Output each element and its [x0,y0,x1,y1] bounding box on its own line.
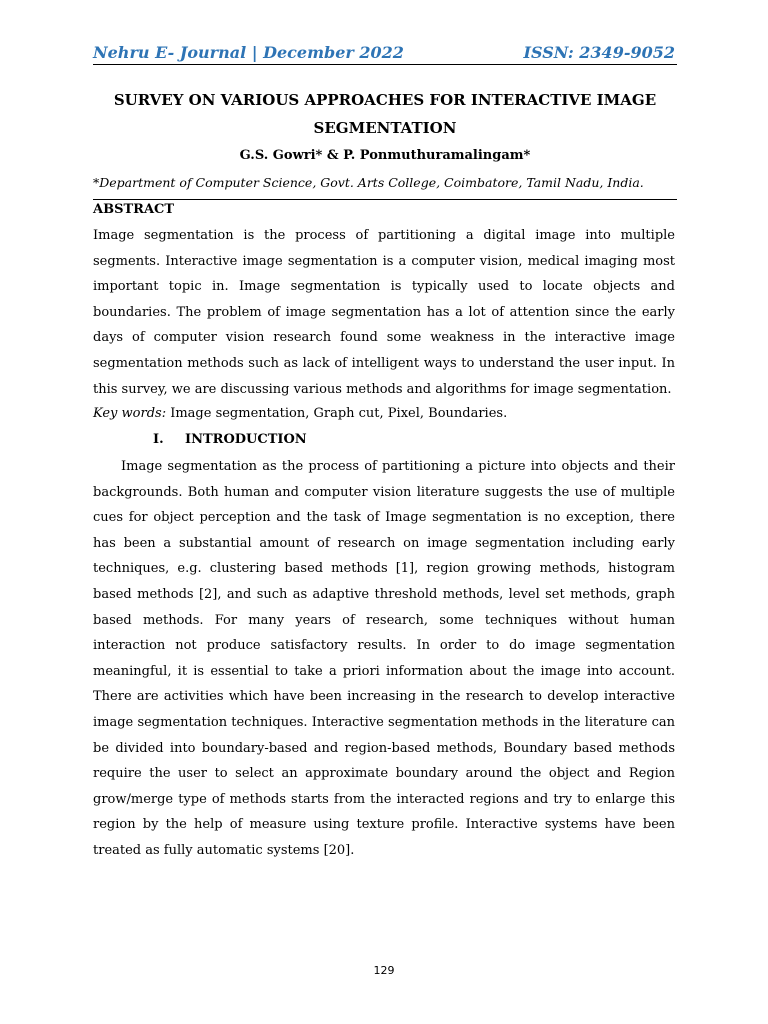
author-affiliation: *Department of Computer Science, Govt. Arts College, Coimbatore, Tamil Nadu, India. [93,173,677,200]
paper-title: SURVEY ON VARIOUS APPROACHES FOR INTERACTIVE IMAGE SEGMENTATION [113,91,657,137]
paper-authors: G.S. Gowri* & P. Ponmuthuramalingam* [239,148,531,163]
abstract-heading: ABSTRACT [93,202,175,217]
abstract-text: Image segmentation is the process of partitioning a digital image into multiple segments. Interactive image segmentation is a computer vision, medical imaging most important topic in. Image segmentation is typically used to locate objects and boundaries. The problem of image segmentation has a lot of attention since the early days of computer vision research found some weakness in the interactive image segmentation methods such as lack of intelligent ways to understand the user input. In this survey, we are discussing various methods and algorithms for image segmentation. [93,228,675,397]
journal-header [93,42,677,65]
section-heading-introduction [153,430,307,450]
keywords [93,404,677,424]
issn: ISSN: 2349-9052 [523,43,675,62]
journal-name: Nehru E- Journal | December 2022 [93,43,404,62]
keywords-text: Image segmentation, Graph cut, Pixel, Boundaries. [166,406,508,421]
section-title: INTRODUCTION [185,432,307,447]
section-number: I. [153,432,164,447]
page-number: 129 [373,964,395,977]
keywords-label: Key words: [93,406,167,421]
introduction-text: Image segmentation as the process of partitioning a picture into objects and their backgrounds. Both human and computer vision literature suggests the use of multiple cues for object perception and the task of Image segmentation is no exception, there has been a substantial amount of research on image segmentation including early techniques, e.g. clustering based methods [1], region growing methods, histogram based methods [2], and such as adaptive threshold methods, level set methods, graph based methods. For many years of research, some techniques without human interaction not produce satisfactory results. In order to do image segmentation meaningful, it is essential to take a priori information about the image into account. There are activities which have been increasing in the research to develop interactive image segmentation techniques. Interactive segmentation methods in the literature can be divided into boundary-based and region-based methods, Boundary based methods require the user to select an approximate boundary around the object and Region grow/merge type of methods starts from the interacted regions and try to enlarge this region by the help of measure using texture profile. Interactive systems have been treated as fully automatic systems [20]. [93,459,675,858]
